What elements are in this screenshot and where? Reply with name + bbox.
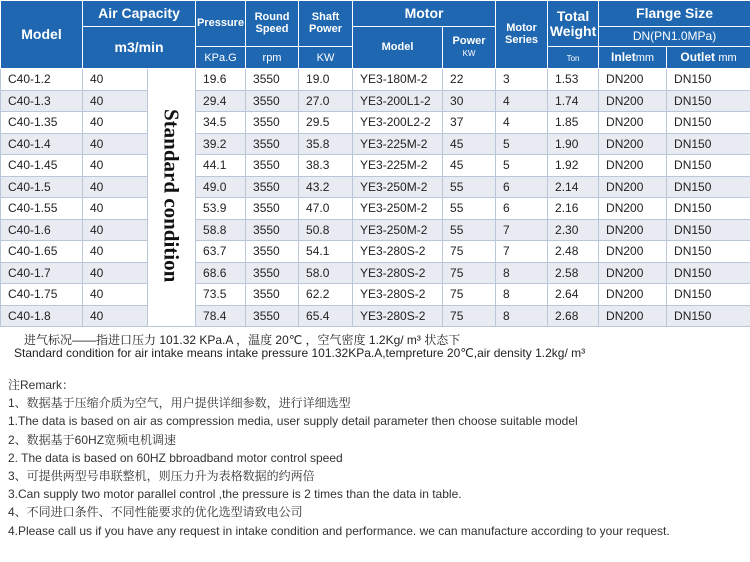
header-air-unit: m3/min: [83, 27, 196, 69]
cell-model: C40-1.35: [1, 112, 83, 134]
header-motor-series-a: Motor: [506, 21, 537, 34]
standard-condition-note-cn: 进气标况——指进口压力 101.32 KPa.A ，温度 20℃ ，空气密度 1.2Kg/ m³ 状态下: [24, 333, 461, 347]
header-shaft-power-b: Power: [309, 22, 343, 35]
cell-series: 4: [496, 90, 548, 112]
cell-model: C40-1.2: [1, 69, 83, 91]
cell-pressure: 78.4: [196, 305, 246, 327]
cell-weight: 2.68: [548, 305, 599, 327]
cell-speed: 3550: [246, 90, 299, 112]
cell-pressure: 53.9: [196, 198, 246, 220]
cell-air: 40: [83, 133, 148, 155]
header-outlet-label: Outlet: [680, 49, 716, 64]
remark-item: 3、可提供两型号串联整机，则压力升为表格数据的约两倍: [8, 468, 315, 483]
table-row: [1, 69, 750, 91]
cell-series: 8: [496, 305, 548, 327]
cell-shaft: 47.0: [299, 198, 353, 220]
cell-inlet: DN200: [599, 284, 667, 306]
table-row: [1, 262, 750, 284]
table-row: [1, 155, 750, 177]
cell-series: 7: [496, 241, 548, 263]
header-total-weight-a: Total: [556, 7, 590, 24]
header-shaft-power-a: Shaft: [311, 10, 340, 23]
cell-power: 55: [443, 198, 496, 220]
cell-shaft: 54.1: [299, 241, 353, 263]
header-weight-unit: Ton: [566, 54, 580, 64]
cell-model: C40-1.55: [1, 198, 83, 220]
cell-pressure: 29.4: [196, 90, 246, 112]
cell-pressure: 44.1: [196, 155, 246, 177]
cell-series: 5: [496, 133, 548, 155]
cell-weight: 1.85: [548, 112, 599, 134]
cell-motor: YE3-250M-2: [353, 219, 443, 241]
cell-inlet: DN200: [599, 305, 667, 327]
header-outlet: [667, 47, 750, 69]
cell-speed: 3550: [246, 69, 299, 91]
header-total-weight: [548, 1, 599, 47]
header-flange-size: Flange Size: [599, 1, 750, 27]
cell-air: 40: [83, 155, 148, 177]
cell-power: 45: [443, 133, 496, 155]
cell-motor: YE3-225M-2: [353, 133, 443, 155]
cell-power: 75: [443, 284, 496, 306]
cell-series: 8: [496, 262, 548, 284]
cell-motor: YE3-250M-2: [353, 198, 443, 220]
header-model: Model: [1, 1, 83, 69]
cell-shaft: 29.5: [299, 112, 353, 134]
cell-series: 4: [496, 112, 548, 134]
header-inlet-label: Inlet: [611, 49, 636, 64]
cell-outlet: DN150: [667, 155, 750, 177]
cell-pressure: 34.5: [196, 112, 246, 134]
cell-power: 22: [443, 69, 496, 91]
cell-pressure: 63.7: [196, 241, 246, 263]
header-inlet: [599, 47, 667, 69]
cell-power: 75: [443, 241, 496, 263]
cell-inlet: DN200: [599, 219, 667, 241]
cell-weight: 2.58: [548, 262, 599, 284]
cell-outlet: DN150: [667, 198, 750, 220]
cell-model: C40-1.4: [1, 133, 83, 155]
cell-shaft: 27.0: [299, 90, 353, 112]
cell-power: 55: [443, 176, 496, 198]
header-round-speed-b: Speed: [255, 22, 289, 35]
cell-motor: YE3-225M-2: [353, 155, 443, 177]
cell-weight: 2.48: [548, 241, 599, 263]
cell-air: 40: [83, 69, 148, 91]
cell-speed: 3550: [246, 176, 299, 198]
table-row: [1, 219, 750, 241]
cell-model: C40-1.6: [1, 219, 83, 241]
cell-pressure: 58.8: [196, 219, 246, 241]
remark-item: 1.The data is based on air as compression media, user supply detail parameter then choose suitable model: [8, 414, 578, 429]
cell-inlet: DN200: [599, 241, 667, 263]
cell-series: 5: [496, 155, 548, 177]
cell-inlet: DN200: [599, 262, 667, 284]
cell-outlet: DN150: [667, 284, 750, 306]
header-shaft-unit: KW: [316, 52, 335, 65]
remarks-title: 注Remark：: [8, 378, 75, 392]
header-inlet-unit: mm: [635, 51, 655, 64]
header-pressure: [196, 1, 246, 47]
cell-motor: YE3-280S-2: [353, 262, 443, 284]
cell-shaft: 38.3: [299, 155, 353, 177]
remark-item: 2、数据基于60HZ宽频电机调速: [8, 432, 177, 447]
remark-item: 1、数据基于压缩介质为空气，用户提供详细参数，进行详细选型: [8, 396, 351, 411]
cell-speed: 3550: [246, 155, 299, 177]
header-pressure-label: Pressure: [196, 16, 245, 29]
header-motor-power: [443, 27, 496, 69]
remark-item: 4.Please call us if you have any request in intake condition and performance. we can manufacture according to your request.: [8, 523, 670, 538]
cell-series: 7: [496, 219, 548, 241]
cell-air: 40: [83, 262, 148, 284]
cell-outlet: DN150: [667, 133, 750, 155]
cell-air: 40: [83, 284, 148, 306]
cell-series: 8: [496, 284, 548, 306]
header-motor-power-unit: KW: [462, 48, 476, 58]
header-motor-model: Model: [353, 27, 443, 69]
cell-motor: YE3-280S-2: [353, 284, 443, 306]
cell-shaft: 58.0: [299, 262, 353, 284]
cell-pressure: 49.0: [196, 176, 246, 198]
cell-model: C40-1.65: [1, 241, 83, 263]
cell-air: 40: [83, 241, 148, 263]
cell-pressure: 73.5: [196, 284, 246, 306]
cell-outlet: DN150: [667, 305, 750, 327]
standard-condition-text: Standard condition: [159, 109, 184, 283]
cell-outlet: DN150: [667, 69, 750, 91]
cell-speed: 3550: [246, 241, 299, 263]
cell-shaft: 62.2: [299, 284, 353, 306]
standard-condition-note-en: Standard condition for air intake means intake pressure 101.32KPa.A,tempreture 20℃,air density 1.2kg/ m³: [14, 346, 586, 360]
remark-item: 2. The data is based on 60HZ bbroadband motor control speed: [8, 450, 343, 465]
cell-outlet: DN150: [667, 112, 750, 134]
cell-motor: YE3-180M-2: [353, 69, 443, 91]
cell-motor: YE3-200L1-2: [353, 90, 443, 112]
cell-weight: 2.30: [548, 219, 599, 241]
cell-weight: 1.92: [548, 155, 599, 177]
cell-speed: 3550: [246, 219, 299, 241]
table-row: [1, 112, 750, 134]
cell-power: 45: [443, 155, 496, 177]
cell-power: 75: [443, 262, 496, 284]
cell-weight: 2.14: [548, 176, 599, 198]
cell-weight: 2.16: [548, 198, 599, 220]
header-speed-unit: rpm: [262, 52, 282, 65]
cell-series: 6: [496, 198, 548, 220]
cell-pressure: 19.6: [196, 69, 246, 91]
cell-outlet: DN150: [667, 262, 750, 284]
cell-shaft: 35.8: [299, 133, 353, 155]
cell-speed: 3550: [246, 112, 299, 134]
cell-motor: YE3-200L2-2: [353, 112, 443, 134]
spec-table-body: [1, 69, 750, 327]
header-flange-standard: DN(PN1.0MPa): [599, 27, 750, 47]
cell-outlet: DN150: [667, 90, 750, 112]
cell-air: 40: [83, 219, 148, 241]
table-row: [1, 176, 750, 198]
cell-air: 40: [83, 112, 148, 134]
cell-weight: 1.90: [548, 133, 599, 155]
cell-power: 30: [443, 90, 496, 112]
table-row: [1, 305, 750, 327]
header-round-speed-a: Round: [254, 10, 290, 23]
cell-model: C40-1.75: [1, 284, 83, 306]
cell-weight: 2.64: [548, 284, 599, 306]
cell-weight: 1.53: [548, 69, 599, 91]
cell-inlet: DN200: [599, 112, 667, 134]
cell-motor: YE3-280S-2: [353, 305, 443, 327]
standard-condition-label: [148, 69, 196, 327]
header-outlet-unit: mm: [718, 51, 737, 64]
header-round-speed: [246, 1, 299, 47]
remarks-section: [8, 376, 743, 538]
cell-shaft: 19.0: [299, 69, 353, 91]
cell-model: C40-1.5: [1, 176, 83, 198]
cell-motor: YE3-280S-2: [353, 241, 443, 263]
header-motor-series: [496, 1, 548, 69]
cell-weight: 1.74: [548, 90, 599, 112]
cell-motor: YE3-250M-2: [353, 176, 443, 198]
table-row: [1, 198, 750, 220]
cell-speed: 3550: [246, 133, 299, 155]
header-motor-power-label: Power: [452, 34, 486, 47]
header-total-weight-b: Weight: [549, 22, 597, 39]
cell-outlet: DN150: [667, 241, 750, 263]
cell-series: 6: [496, 176, 548, 198]
table-row: [1, 133, 750, 155]
cell-power: 55: [443, 219, 496, 241]
header-motor: Motor: [353, 1, 496, 27]
header-pressure-unit: KPa.G: [204, 52, 237, 65]
cell-speed: 3550: [246, 262, 299, 284]
cell-inlet: DN200: [599, 133, 667, 155]
cell-air: 40: [83, 305, 148, 327]
cell-air: 40: [83, 90, 148, 112]
header-air-capacity: Air Capacity: [83, 1, 196, 27]
cell-model: C40-1.3: [1, 90, 83, 112]
table-row: [1, 90, 750, 112]
cell-model: C40-1.45: [1, 155, 83, 177]
cell-model: C40-1.8: [1, 305, 83, 327]
cell-speed: 3550: [246, 198, 299, 220]
cell-series: 3: [496, 69, 548, 91]
cell-pressure: 68.6: [196, 262, 246, 284]
cell-inlet: DN200: [599, 69, 667, 91]
cell-power: 75: [443, 305, 496, 327]
cell-speed: 3550: [246, 284, 299, 306]
cell-shaft: 50.8: [299, 219, 353, 241]
cell-inlet: DN200: [599, 90, 667, 112]
remark-item: 3.Can supply two motor parallel control ,the pressure is 2 times than the data in table.: [8, 487, 462, 502]
cell-air: 40: [83, 176, 148, 198]
header-motor-series-b: Series: [505, 33, 539, 46]
table-row: [1, 241, 750, 263]
cell-model: C40-1.7: [1, 262, 83, 284]
cell-shaft: 65.4: [299, 305, 353, 327]
table-row: [1, 284, 750, 306]
cell-shaft: 43.2: [299, 176, 353, 198]
cell-speed: 3550: [246, 305, 299, 327]
cell-air: 40: [83, 198, 148, 220]
cell-power: 37: [443, 112, 496, 134]
cell-outlet: DN150: [667, 176, 750, 198]
cell-inlet: DN200: [599, 155, 667, 177]
cell-outlet: DN150: [667, 219, 750, 241]
remark-item: 4、不同进口条件、不同性能要求的优化选型请致电公司: [8, 505, 303, 520]
cell-pressure: 39.2: [196, 133, 246, 155]
header-shaft-power: [299, 1, 353, 47]
cell-inlet: DN200: [599, 176, 667, 198]
cell-inlet: DN200: [599, 198, 667, 220]
